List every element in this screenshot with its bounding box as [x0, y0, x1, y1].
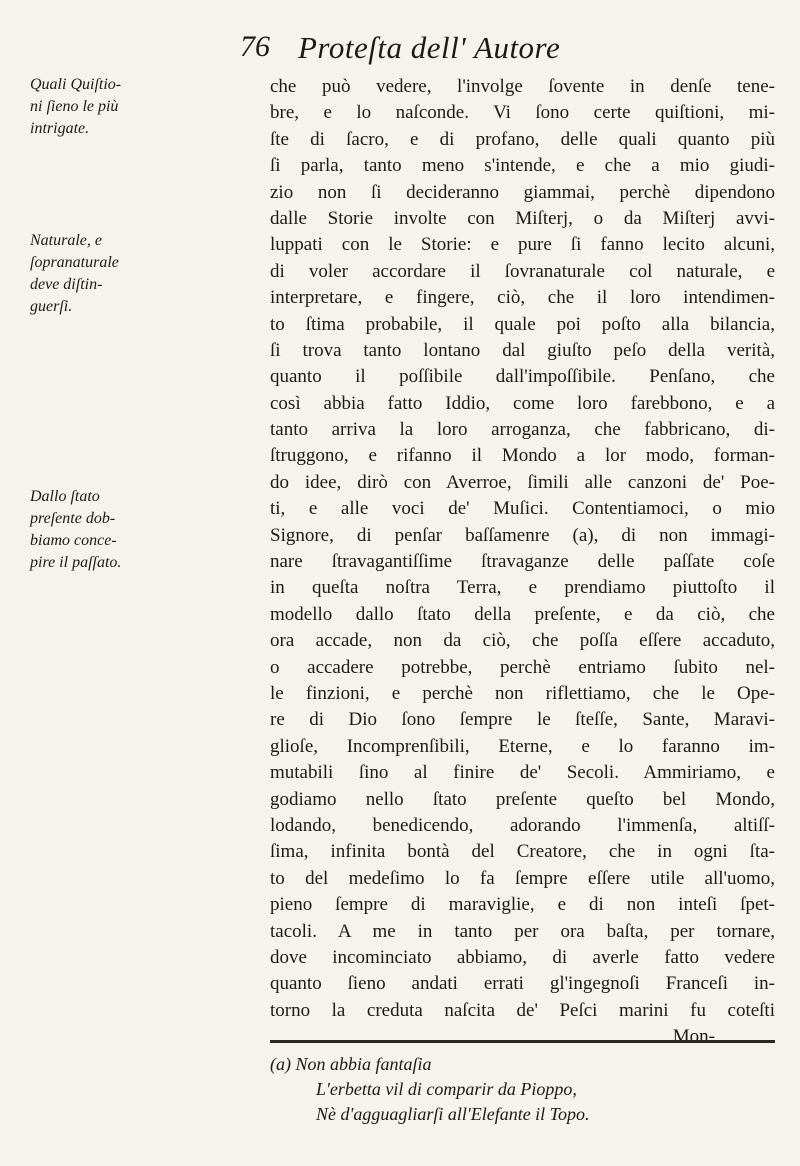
catchword: Mon-: [672, 1026, 715, 1048]
margin-note-line: pire il paſſato.: [30, 554, 122, 571]
body-line: bre, e lo naſconde. Vi ſono certe quiſtioni, mi-: [270, 102, 775, 124]
margin-note-line: deve diſtin-: [30, 276, 103, 293]
margin-note-line: biamo conce-: [30, 532, 117, 549]
body-line: tacoli. A me in tanto per ora baſta, per tornare,: [270, 920, 775, 942]
body-line: zio non ſi decideranno giammai, perchè dipendono: [270, 181, 775, 203]
body-line: to del medeſimo lo fa ſempre eſſere utile all'uomo,: [270, 867, 775, 889]
body-line: ti, e alle voci de' Muſici. Contentiamoci, o mio: [270, 498, 775, 520]
body-line: glioſe, Incomprenſibili, Eterne, e lo faranno im-: [270, 735, 775, 757]
body-line: interpretare, e fingere, ciò, che il loro intendimen-: [270, 287, 775, 309]
body-line: do idee, dirò con Averroe, ſimili alle canzoni de' Poe-: [270, 471, 775, 493]
body-line: dalle Storie involte con Miſterj, o da Miſterj avvi-: [270, 207, 775, 229]
body-line: ſtruggono, e rifanno il Mondo a lor modo, forman-: [270, 445, 775, 467]
body-line: quanto il poſſibile dall'impoſſibile. Penſano, che: [270, 366, 775, 388]
body-line: pieno ſempre di maraviglie, e di non inteſi ſpet-: [270, 894, 775, 916]
page-number: 76: [240, 30, 270, 63]
body-text: [270, 74, 775, 1050]
body-line: ſima, infinita bontà del Creatore, che in ogni ſta-: [270, 841, 775, 863]
body-line: nare ſtravagantiſſime ſtravaganze delle paſſate coſe: [270, 551, 775, 573]
body-line: o accadere potrebbe, perchè entriamo ſubito nel-: [270, 656, 775, 678]
body-line: lodando, benedicendo, adorando l'immenſa, altiſſ-: [270, 814, 775, 836]
footnote-line: Nè d'agguagliarſi all'Elefante il Topo.: [316, 1104, 590, 1124]
margin-note-present-state: [30, 486, 121, 574]
body-line: torno la creduta naſcita de' Peſci marini fu coteſti: [270, 999, 775, 1021]
body-line: ſi parla, tanto meno s'intende, e che a mio giudi-: [270, 155, 775, 177]
margin-note-line: guerſi.: [30, 298, 73, 315]
body-line: le finzioni, e perchè non riflettiamo, che le Ope-: [270, 682, 775, 704]
body-line: modello dallo ſtato della preſente, e da ciò, che: [270, 603, 775, 625]
margin-note-line: Dallo ſtato: [30, 488, 100, 505]
margin-note-line: ſopranaturale: [30, 254, 119, 271]
footnote-rule: [270, 1040, 775, 1043]
margin-note-line: ni ſieno le più: [30, 98, 119, 115]
body-line: luppati con le Storie: e pure ſi fanno lecito alcuni,: [270, 234, 775, 256]
body-line: to ſtima probabile, il quale poi poſto alla bilancia,: [270, 313, 775, 335]
margin-note-natural: [30, 230, 119, 318]
body-line: godiamo nello ſtato preſente queſto bel Mondo,: [270, 788, 775, 810]
body-line: quanto ſieno andati errati gl'ingegnoſi Franceſi in-: [270, 973, 775, 995]
footnote-line: L'erbetta vil di comparir da Pioppo,: [316, 1079, 577, 1099]
page-header: [240, 30, 700, 70]
body-line: re di Dio ſono ſempre le ſteſſe, Sante, Maravi-: [270, 709, 775, 731]
footnote: [270, 1052, 775, 1127]
body-line: tanto arriva la loro arroganza, che fabbricano, di-: [270, 419, 775, 441]
body-line: così abbia fatto Iddio, come loro farebbono, e a: [270, 392, 775, 414]
margin-note-line: Quali Quiſtio-: [30, 76, 122, 93]
body-line: dove incominciato abbiamo, di averle fatto vedere: [270, 946, 775, 968]
body-line: in queſta noſtra Terra, e prendiamo piuttoſto il: [270, 577, 775, 599]
body-line: ſte di ſacro, e di profano, delle quali quanto più: [270, 128, 775, 150]
margin-note-line: Naturale, e: [30, 232, 102, 249]
margin-note-line: preſente dob-: [30, 510, 116, 527]
running-title: Proteſta dell' Autore: [298, 30, 561, 65]
body-line: Signore, di penſar baſſamenre (a), di non immagi-: [270, 524, 775, 546]
body-line: ſi trova tanto lontano dal giuſto peſo della verità,: [270, 339, 775, 361]
footnote-line: (a) Non abbia fantaſia: [270, 1054, 432, 1074]
body-line: di voler accordare il ſovranaturale col naturale, e: [270, 260, 775, 282]
body-line: che può vedere, l'involge ſovente in denſe tene-: [270, 76, 775, 97]
margin-note-questions: [30, 74, 121, 140]
margin-note-line: intrigate.: [30, 120, 90, 137]
body-line: ora accade, non da ciò, che poſſa eſſere accaduto,: [270, 630, 775, 652]
body-line: mutabili ſino al finire de' Secoli. Ammiriamo, e: [270, 762, 775, 784]
